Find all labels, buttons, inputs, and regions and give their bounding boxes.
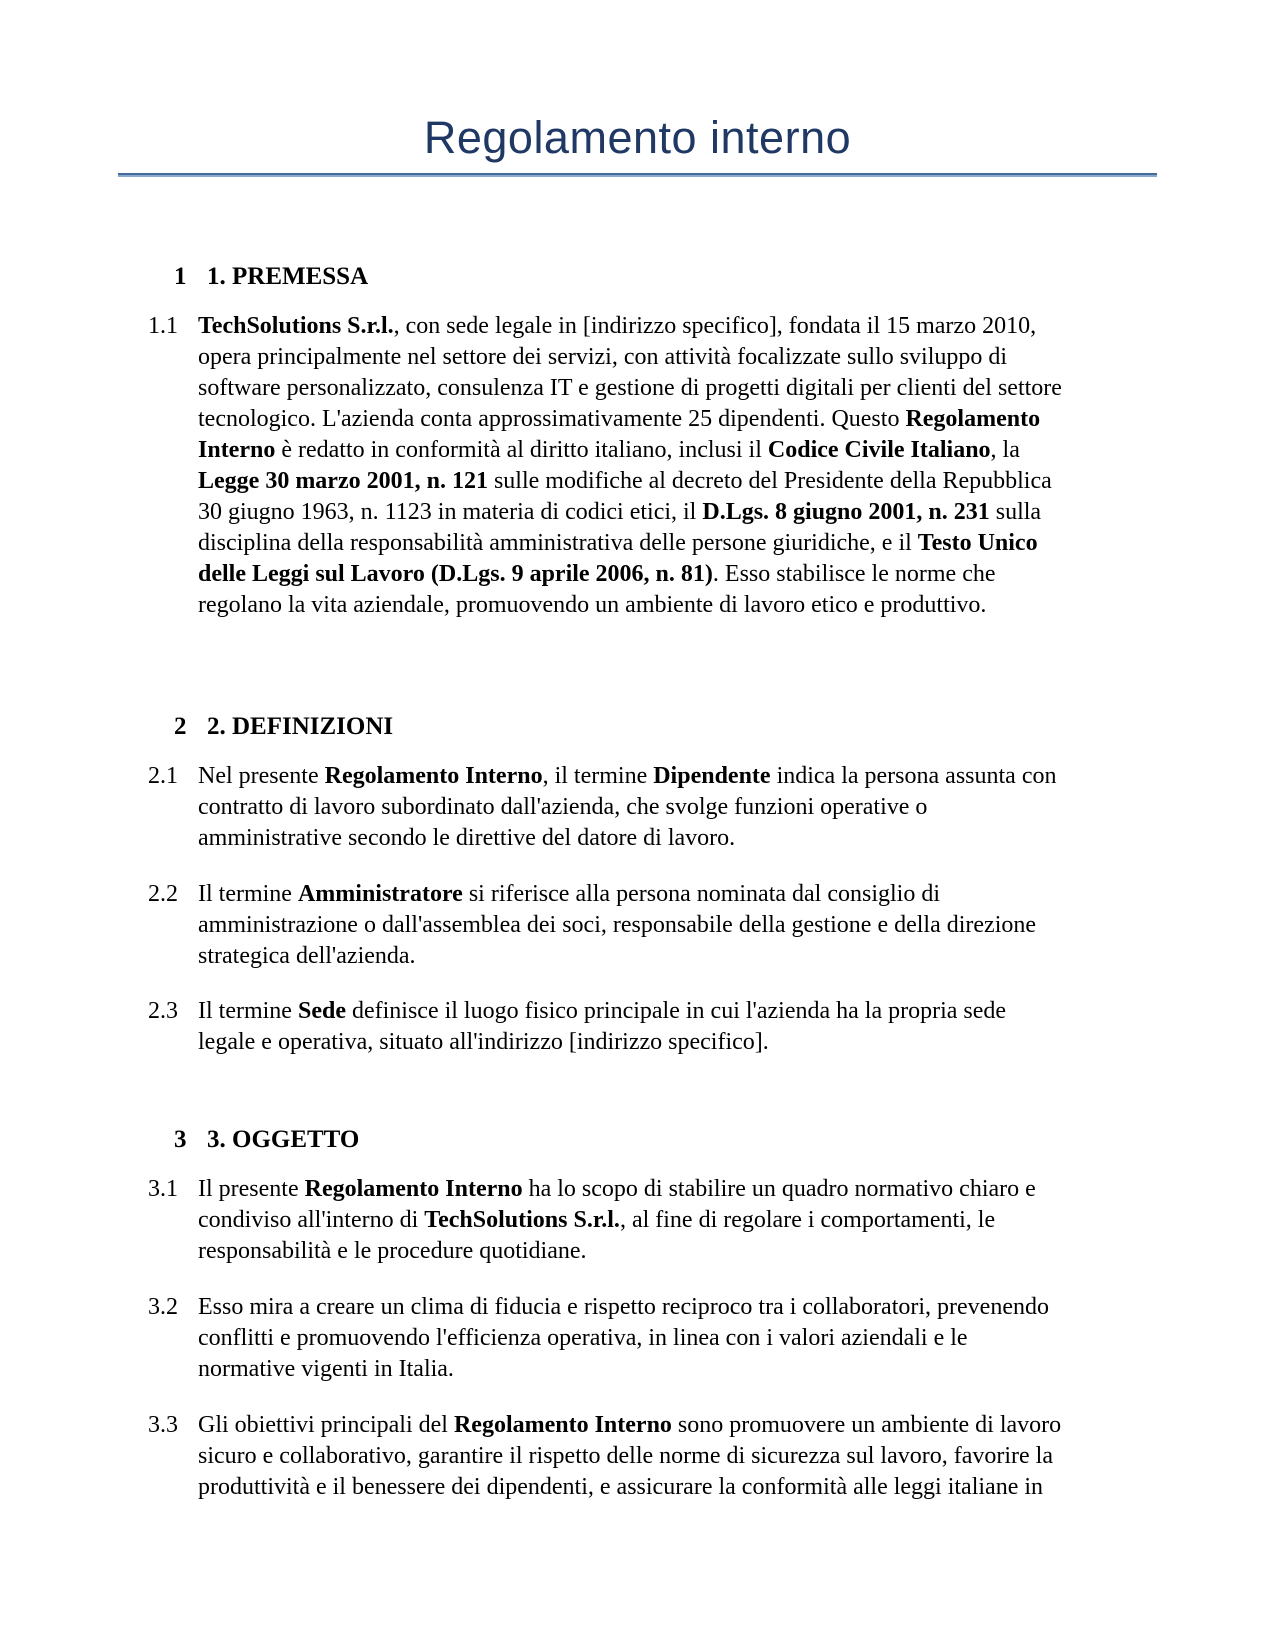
clause-text: Il termine Amministratore si riferisce alla persona nominata dal consiglio di amministrazione o dall'assemblea dei soci, responsabile della gestione e della direzione strategica dell'azienda.: [198, 881, 1037, 969]
clause: [148, 1410, 1275, 1503]
clause: [148, 1174, 1275, 1267]
clause: [148, 1292, 1275, 1385]
section-outline-number: 2: [174, 713, 187, 740]
clause-text: Nel presente Regolamento Interno, il termine Dipendente indica la persona assunta con contratto di lavoro subordinato dall'azienda, che svolge funzioni operative o amministrative secondo le direttive del datore di lavoro.: [198, 763, 1057, 851]
clause: [148, 879, 1275, 972]
section-heading: [174, 711, 1275, 743]
clause: [148, 311, 1275, 621]
document-body: [0, 261, 1275, 1503]
section-heading: [174, 1124, 1275, 1156]
clause-number: 3.3: [148, 1412, 178, 1438]
clause-text: Il termine Sede definisce il luogo fisico principale in cui l'azienda ha la propria sede legale e operativa, situato all'indirizzo [indirizzo specifico].: [198, 998, 1007, 1055]
section-oggetto: [0, 1124, 1275, 1503]
clause-number: 2.3: [148, 998, 178, 1024]
section-outline-number: 1: [174, 263, 187, 290]
section-heading-text: 2. DEFINIZIONI: [207, 713, 394, 740]
document-title: Regolamento interno: [423, 112, 852, 163]
clause-number: 1.1: [148, 313, 178, 339]
clause-number: 3.2: [148, 1294, 178, 1320]
clause-number: 2.2: [148, 881, 178, 907]
clause-text: TechSolutions S.r.l., con sede legale in [indirizzo specifico], fondata il 15 marzo 2010, opera principalmente nel settore dei servizi, con attività focalizzate sullo sviluppo di software personalizzato, consulenza IT e gestione di progetti digitali per clienti del settore tecnologico. L'azienda conta approssimativamente 25 dipendenti. Questo Regolamento Interno è redatto in conformità al diritto italiano, inclusi il Codice Civile Italiano, la Legge 30 marzo 2001, n. 121 sulle modifiche al decreto del Presidente della Repubblica 30 giugno 1963, n. 1123 in materia di codici etici, il D.Lgs. 8 giugno 2001, n. 231 sulla disciplina della responsabilità amministrativa delle persone giuridiche, e il Testo Unico delle Leggi sul Lavoro (D.Lgs. 9 aprile 2006, n. 81). Esso stabilisce le norme che regolano la vita aziendale, promuovendo un ambiente di lavoro etico e produttivo.: [198, 313, 1062, 618]
title-underline-rule: [118, 173, 1157, 177]
section-heading-text: 1. PREMESSA: [207, 263, 369, 290]
section-premessa: [0, 261, 1275, 621]
clause-text: Gli obiettivi principali del Regolamento Interno sono promuovere un ambiente di lavoro sicuro e collaborativo, garantire il rispetto delle norme di sicurezza sul lavoro, favorire la produttività e il benessere dei dipendenti, e assicurare la conformità alle leggi italiane in: [198, 1412, 1062, 1500]
clause: [148, 996, 1275, 1058]
section-definizioni: [0, 711, 1275, 1058]
clause: [148, 761, 1275, 854]
clause-number: 2.1: [148, 763, 178, 789]
clause-number: 3.1: [148, 1176, 178, 1202]
clause-text: Esso mira a creare un clima di fiducia e rispetto reciproco tra i collaboratori, prevenendo conflitti e promuovendo l'efficienza operativa, in linea con i valori aziendali e le normative vigenti in Italia.: [198, 1294, 1049, 1382]
section-outline-number: 3: [174, 1126, 187, 1153]
section-heading-text: 3. OGGETTO: [207, 1126, 360, 1153]
clause-text: Il presente Regolamento Interno ha lo scopo di stabilire un quadro normativo chiaro e condiviso all'interno di TechSolutions S.r.l., al fine di regolare i comportamenti, le responsabilità e le procedure quotidiane.: [198, 1176, 1036, 1264]
section-heading: [174, 261, 1275, 293]
